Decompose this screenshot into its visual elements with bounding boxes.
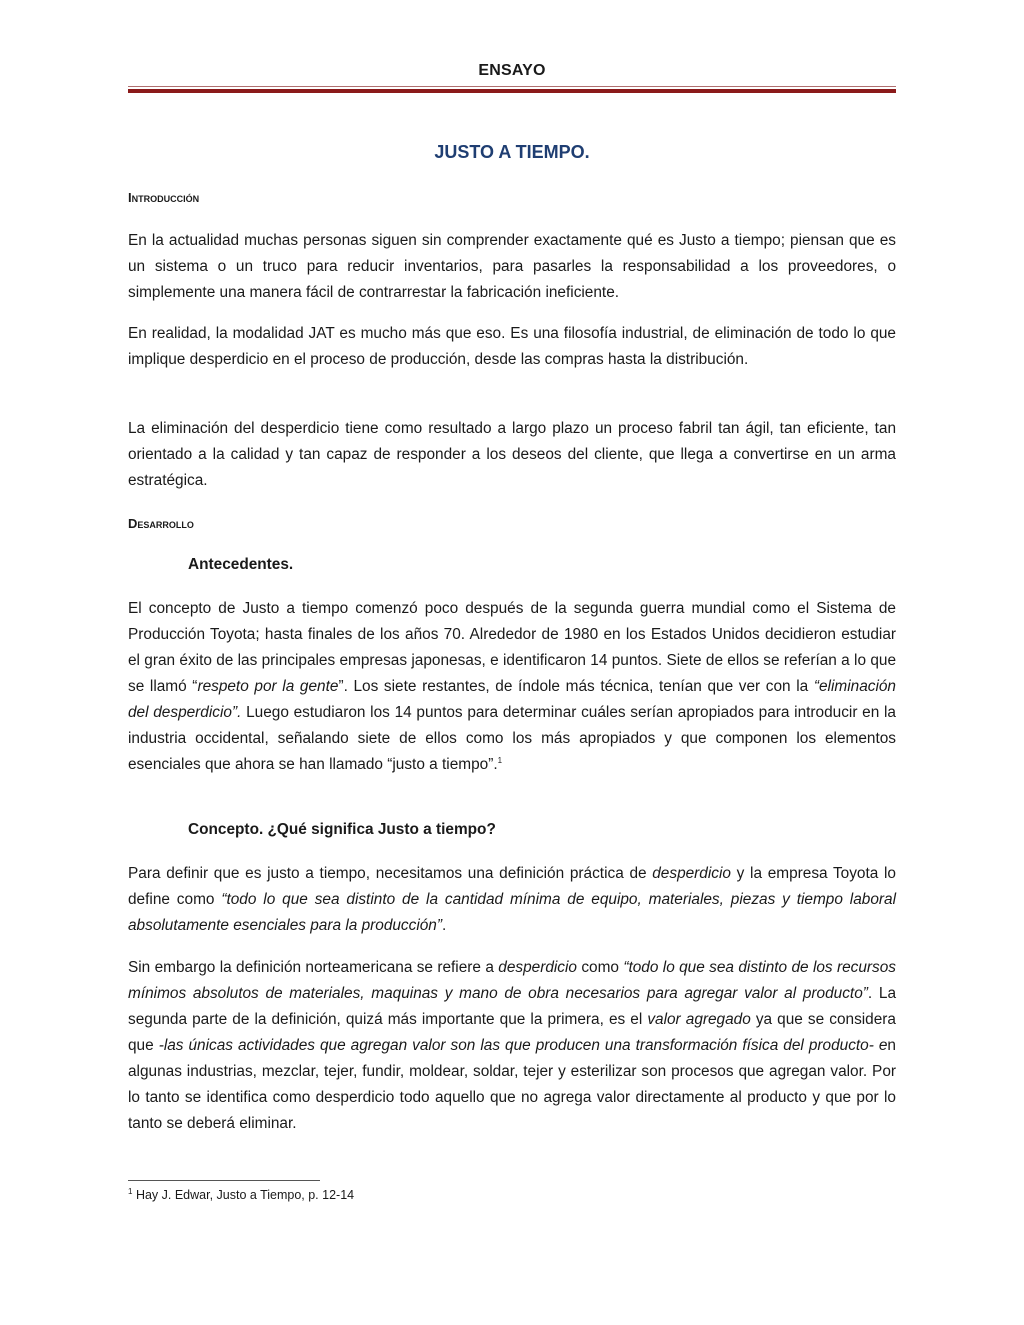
- p5-italic-1: desperdicio: [652, 865, 731, 882]
- p4-text-a: El concepto de Justo a tiempo comenzó poco después de la segunda guerra mundial como el Sistema de Producción Toyota; hasta finales de los años 70. Alrededor de 1980 en los Estados Unidos decidieron estudiar el gran éxito de las principales empresas japonesas, e identificaron 14 puntos. Siete de ellos se referían a lo que se llamó “: [128, 600, 896, 695]
- paragraph-4: [128, 596, 896, 778]
- section-heading-desarrollo: Desarrollo: [128, 516, 194, 531]
- p5-text-b: y la empresa Toyota lo define como: [128, 865, 896, 908]
- p6-italic-4: -las únicas actividades que agregan valor son las que producen una transformación física del producto- e: [158, 1037, 888, 1054]
- footnote-rule: [128, 1180, 320, 1181]
- p5-italic-2: “todo lo que sea distinto de la cantidad mínima de equipo, materiales, piezas y tiempo laboral absolutamente esenciales para la producción”: [128, 891, 896, 934]
- header-title: ENSAYO: [478, 62, 546, 79]
- p6-italic-1: desperdicio: [498, 959, 577, 976]
- header-rule: [128, 89, 896, 93]
- header-rule-thin: [128, 86, 896, 87]
- p5-text-a: Para definir que es justo a tiempo, necesitamos una definición práctica de: [128, 865, 653, 882]
- p4-text-c: Luego estudiaron los 14 puntos para determinar cuáles serían apropiados para introducir en la industria occidental, señalando siete de ellos como los más apropiados y que componen los elementos esenciales que ahora se han llamado “justo a tiempo”.: [128, 704, 896, 773]
- document-title: JUSTO A TIEMPO.: [434, 142, 590, 162]
- p6-text-d: ya que se considera que: [128, 1011, 896, 1054]
- p4-italic-1: respeto por la gente: [197, 678, 339, 695]
- footnote-number: 1: [128, 1186, 133, 1196]
- p4-italic-2: “eliminación del desperdicio”.: [128, 678, 896, 721]
- paragraph-1: En la actualidad muchas personas siguen sin comprender exactamente qué es Justo a tiempo; piensan que es un sistema o un truco para reducir inventarios, para pasarles la responsabilidad a los proveedores, o simplemente una manera fácil de contrarrestar la fabricación ineficiente.: [128, 232, 896, 301]
- p6-text-b: como: [576, 959, 624, 976]
- footnote: [128, 1188, 354, 1202]
- p6-text-c: . La segunda parte de la definición, quizá más importante que la primera, es el: [128, 985, 896, 1028]
- paragraph-2: En realidad, la modalidad JAT es mucho más que eso. Es una filosofía industrial, de eliminación de todo lo que implique desperdicio en el proceso de producción, desde las compras hasta la distribución.: [128, 325, 896, 368]
- paragraph-3: La eliminación del desperdicio tiene como resultado a largo plazo un proceso fabril tan ágil, tan eficiente, tan orientado a la calidad y tan capaz de responder a los deseos del cliente, que llega a convertirse en un arma estratégica.: [128, 420, 896, 489]
- p4-text-b: ”. Los siete restantes, de índole más técnica, tenían que ver con la: [338, 678, 814, 695]
- paragraph-5: [128, 861, 896, 939]
- p6-italic-2: “todo lo que sea distinto de los recursos mínimos absolutos de materiales, maquinas y mano de obra necesarios para agregar valor al producto”: [128, 959, 896, 1002]
- subheading-concepto: Concepto. ¿Qué significa Justo a tiempo?: [188, 821, 496, 838]
- section-heading-introduccion: Introducción: [128, 190, 200, 205]
- p6-text-e: n algunas industrias, mezclar, tejer, fundir, moldear, soldar, tejer y esterilizar son procesos que agregan valor. Por lo tanto se identifica como desperdicio todo aquello que no agrega valor directamente al producto y que por lo tanto se deberá eliminar.: [128, 1037, 896, 1132]
- footnote-text: Hay J. Edwar, Justo a Tiempo, p. 12-14: [135, 1188, 355, 1202]
- subheading-antecedentes: Antecedentes.: [188, 556, 294, 573]
- p5-text-c: .: [442, 917, 447, 934]
- footnote-ref: 1: [497, 755, 503, 765]
- p6-italic-3: valor agregado: [647, 1011, 751, 1028]
- paragraph-6: [128, 955, 896, 1137]
- p6-text-a: Sin embargo la definición norteamericana se refiere a: [128, 959, 499, 976]
